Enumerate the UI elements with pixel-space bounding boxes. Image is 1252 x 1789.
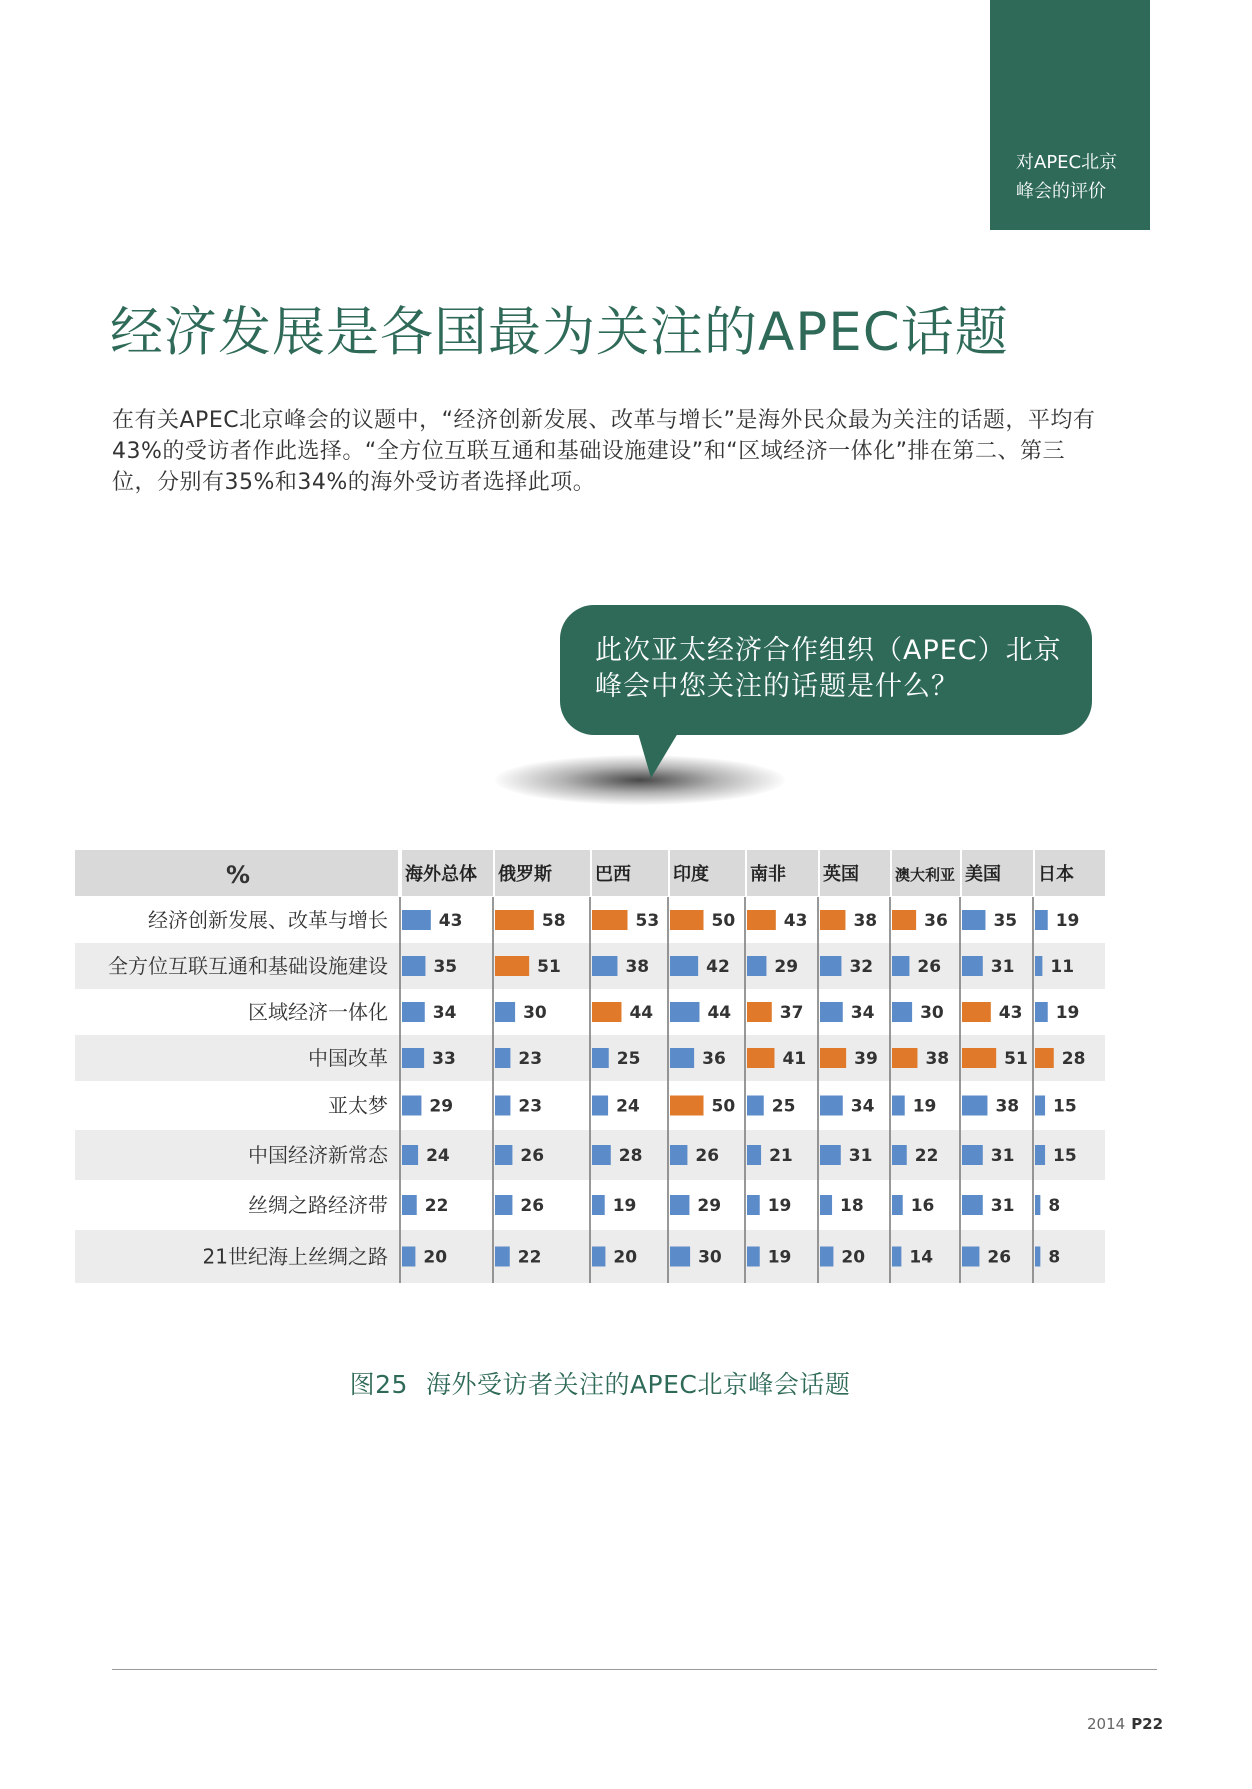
bar [820,1002,843,1022]
value-label: 29 [429,1096,454,1117]
value-label: 36 [702,1049,726,1069]
bar [592,1247,605,1267]
page-title: 经济发展是各国最为关注的APEC话题 [110,302,1009,363]
bar [1035,1145,1045,1165]
bar [820,1247,833,1267]
value-label: 8 [1048,1247,1061,1268]
bar [747,910,776,930]
bar [402,1145,418,1165]
value-label: 43 [438,911,463,931]
bar [747,1048,774,1068]
value-label: 24 [616,1096,640,1117]
value-label: 43 [998,1003,1023,1023]
row-label: 中国经济新常态 [248,1143,388,1167]
bar [495,1145,512,1165]
unit-label: % [225,861,251,889]
column-header: 海外总体 [405,864,477,885]
value-label: 50 [711,911,736,931]
bar [1035,910,1048,930]
bar [495,1002,515,1022]
column-header: 巴西 [595,864,631,885]
value-label: 31 [990,1196,1015,1216]
row-label: 21世纪海上丝绸之路 [202,1244,388,1269]
bar [962,1048,996,1068]
bar [1035,1048,1054,1068]
footer-year: 2014 [1087,1715,1126,1733]
value-label: 11 [1050,957,1075,977]
bar [1035,1247,1040,1267]
value-label: 19 [612,1196,637,1216]
value-label: 31 [848,1146,873,1166]
value-label: 32 [849,957,874,977]
bar [592,956,617,976]
column-header: 澳大利亚 [895,866,956,884]
bar [670,1195,689,1215]
value-label: 22 [914,1146,939,1166]
bar [820,1145,841,1165]
value-label: 25 [616,1049,641,1069]
section-tab-line-2: 峰会的评价 [1016,181,1106,202]
value-label: 26 [917,957,942,977]
value-label: 37 [779,1003,804,1023]
value-label: 42 [706,957,730,977]
value-label: 50 [711,1096,736,1117]
value-label: 8 [1048,1196,1061,1216]
bar [1035,1096,1045,1116]
value-label: 44 [629,1003,654,1023]
value-label: 23 [518,1096,543,1117]
value-label: 22 [517,1247,542,1268]
value-label: 19 [1055,911,1080,931]
figure-caption [0,1365,1200,1401]
value-label: 24 [426,1146,450,1166]
bar [495,1048,510,1068]
value-label: 26 [520,1196,545,1216]
bar [402,910,431,930]
column-header: 印度 [673,864,709,885]
value-label: 39 [854,1049,878,1069]
value-label: 53 [635,911,660,931]
value-label: 20 [841,1247,866,1268]
value-label: 51 [1004,1049,1028,1069]
bar [670,1002,699,1022]
bar [670,1048,694,1068]
value-label: 15 [1053,1096,1077,1117]
bar [747,1002,772,1022]
bar [495,1096,510,1116]
row-label: 丝绸之路经济带 [248,1193,388,1217]
bar [892,1247,901,1267]
bar [892,910,916,930]
bar [592,1195,605,1215]
bar [962,1002,991,1022]
bar [820,1096,843,1116]
bar [402,1096,421,1116]
value-label: 30 [698,1247,722,1268]
bar [820,910,845,930]
bar [892,1048,917,1068]
column-header: 美国 [965,864,1001,885]
value-label: 38 [995,1096,1020,1117]
bar [747,1247,760,1267]
row-label: 中国改革 [308,1046,388,1070]
bar [962,1247,979,1267]
value-label: 16 [910,1196,935,1216]
bar [820,1195,832,1215]
value-label: 26 [520,1146,545,1166]
bar [402,1048,424,1068]
value-label: 20 [613,1247,638,1268]
bar [892,1145,907,1165]
column-header: 南非 [750,864,786,885]
value-label: 19 [1055,1003,1080,1023]
value-label: 34 [432,1003,457,1023]
value-label: 19 [912,1096,937,1117]
value-label: 18 [840,1196,864,1216]
figure-number: 图25 [349,1370,408,1399]
intro-paragraph: 在有关APEC北京峰会的议题中，“经济创新发展、改革与增长”是海外民众最为关注的话题，平均有43%的受访者作此选择。“全方位互联互通和基础设施建设”和“区域经济一体化”排在第二、第三位，分别有35%和34%的海外受访者选择此项。 [112,408,1096,495]
bar [402,1002,425,1022]
value-label: 34 [850,1096,875,1117]
value-label: 33 [432,1049,456,1069]
value-label: 34 [850,1003,875,1023]
value-label: 14 [909,1247,934,1268]
bar [962,1096,987,1116]
bar [670,956,698,976]
value-label: 35 [993,911,1018,931]
bar [670,1145,687,1165]
figure-title: 海外受访者关注的APEC北京峰会话题 [425,1370,851,1399]
value-label: 26 [987,1247,1012,1268]
bar [495,1247,510,1267]
bar [592,1096,608,1116]
bar [747,1195,760,1215]
bar [670,910,704,930]
bar [820,956,841,976]
column-header: 俄罗斯 [498,864,552,885]
value-label: 31 [990,1146,1015,1166]
bar [1035,1195,1040,1215]
bar [670,1247,690,1267]
bar [495,1195,512,1215]
value-label: 25 [771,1096,796,1117]
value-label: 20 [423,1247,448,1268]
value-label: 36 [924,911,948,931]
bar [962,1195,983,1215]
value-label: 29 [774,957,799,977]
bar [1035,956,1042,976]
bar [1035,1002,1048,1022]
value-label: 19 [767,1247,792,1268]
row-label: 亚太梦 [328,1093,388,1118]
value-label: 41 [782,1049,807,1069]
value-label: 21 [769,1146,793,1166]
page-number: P22 [1131,1715,1164,1733]
value-label: 31 [990,957,1015,977]
bar [747,956,766,976]
value-label: 19 [767,1196,792,1216]
value-label: 30 [920,1003,944,1023]
bar [402,1247,415,1267]
bar [962,956,983,976]
bar [592,1048,609,1068]
value-label: 29 [697,1196,722,1216]
bar [892,956,909,976]
value-label: 58 [541,911,566,931]
value-label: 22 [424,1196,449,1216]
bar [747,1145,761,1165]
value-label: 44 [707,1003,732,1023]
bar [402,956,425,976]
bar [892,1195,903,1215]
bar [670,1096,704,1116]
page-footer [1087,1715,1163,1733]
row-label: 区域经济一体化 [248,1000,388,1024]
bar [592,1145,611,1165]
survey-question: 此次亚太经济合作组织（APEC）北京峰会中您关注的话题是什么？ [595,635,1062,702]
value-label: 51 [537,957,561,977]
value-label: 35 [433,957,458,977]
value-label: 43 [783,911,808,931]
value-label: 38 [853,911,878,931]
column-header: 日本 [1038,864,1074,885]
bar [962,910,985,930]
bar [402,1195,417,1215]
value-label: 30 [523,1003,547,1023]
row-label: 经济创新发展、改革与增长 [148,908,388,932]
row-label: 全方位互联互通和基础设施建设 [108,954,388,978]
section-tab-line-1: 对APEC北京 [1016,152,1118,173]
bar [892,1002,912,1022]
bar [892,1096,905,1116]
value-label: 26 [695,1146,720,1166]
value-label: 23 [518,1049,543,1069]
value-label: 38 [625,957,650,977]
bar [820,1048,846,1068]
value-label: 28 [1061,1049,1086,1069]
value-label: 28 [618,1146,643,1166]
bar [495,910,534,930]
bar [495,956,529,976]
footer-divider [112,1669,1157,1670]
value-label: 38 [925,1049,950,1069]
bar [962,1145,983,1165]
value-label: 15 [1053,1146,1077,1166]
bar [592,910,628,930]
bar [592,1002,621,1022]
column-header: 英国 [823,864,859,885]
bar [747,1096,764,1116]
